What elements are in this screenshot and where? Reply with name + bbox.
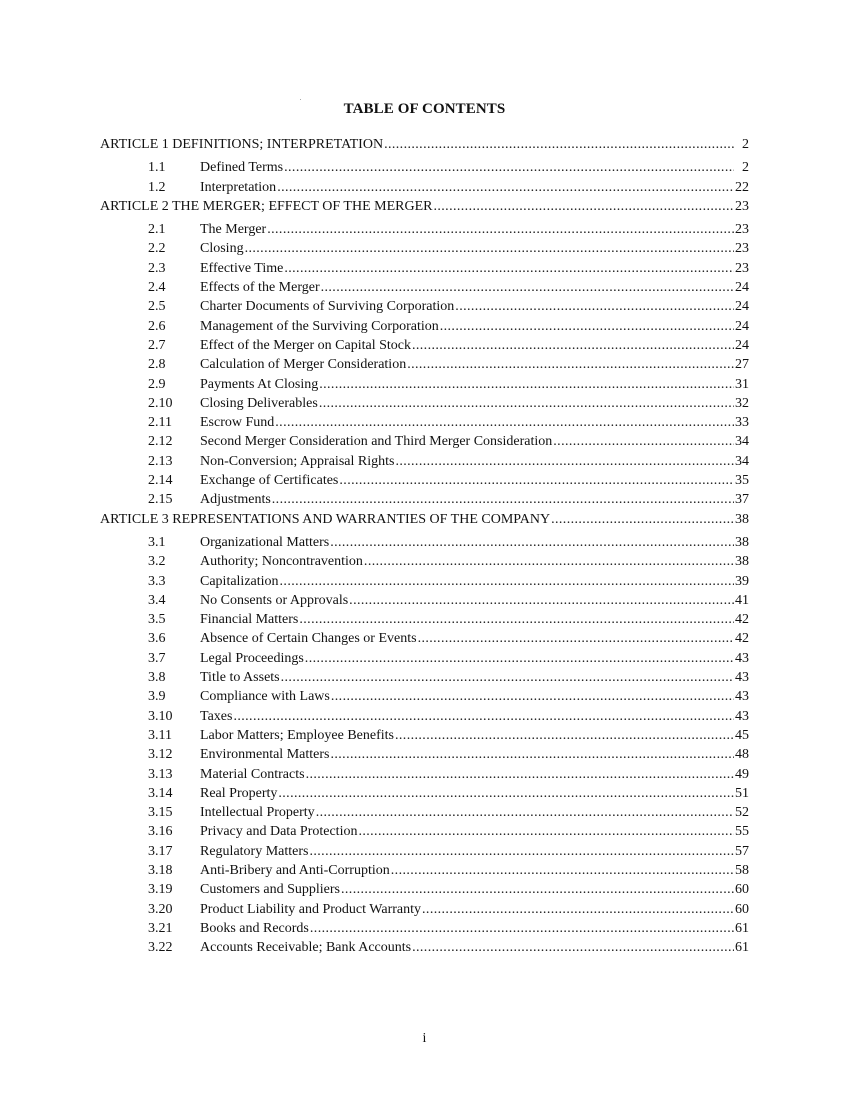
section-title: Charter Documents of Surviving Corporation [200, 299, 455, 315]
section-title: Financial Matters [200, 612, 299, 628]
section-number: 3.7 [148, 650, 166, 666]
section-page-number: 51 [735, 785, 749, 801]
dot-leader [281, 668, 734, 687]
section-title: Customers and Suppliers [200, 882, 340, 898]
dot-leader [316, 803, 734, 822]
section-page-number: 61 [735, 940, 749, 956]
section-number: 3.14 [148, 785, 173, 801]
section-number: 3.1 [148, 534, 166, 550]
article-heading: ARTICLE 1 DEFINITIONS; INTERPRETATION [100, 137, 384, 152]
section-page-number: 60 [735, 882, 749, 898]
section-number: 2.14 [148, 473, 173, 489]
toc-section-entry[interactable] [100, 610, 749, 629]
toc-section-entry[interactable] [100, 375, 749, 394]
toc-list [100, 135, 749, 957]
section-page-number: 58 [735, 862, 749, 878]
section-number: 1.2 [148, 179, 166, 195]
section-title: Exchange of Certificates [200, 473, 339, 489]
section-page-number: 2 [742, 160, 749, 176]
dot-leader [319, 375, 734, 394]
toc-section-entry[interactable] [100, 355, 749, 374]
section-page-number: 33 [735, 415, 749, 431]
toc-section-entry[interactable] [100, 745, 749, 764]
dot-leader [433, 197, 734, 216]
dot-leader [267, 220, 734, 239]
section-title: Real Property [200, 785, 278, 801]
section-title: Environmental Matters [200, 747, 330, 763]
toc-section-entry[interactable] [100, 471, 749, 490]
section-page-number: 60 [735, 901, 749, 917]
section-title: Product Liability and Product Warranty [200, 901, 422, 917]
section-page-number: 55 [735, 824, 749, 840]
section-number: 3.9 [148, 689, 166, 705]
toc-section-entry[interactable] [100, 726, 749, 745]
toc-section-entry[interactable] [100, 278, 749, 297]
dot-leader [309, 842, 734, 861]
section-page-number: 43 [735, 708, 749, 724]
section-title: Labor Matters; Employee Benefits [200, 727, 394, 743]
article-heading: ARTICLE 3 REPRESENTATIONS AND WARRANTIES OF THE COMPANY [100, 511, 551, 527]
section-page-number: 41 [735, 592, 749, 608]
toc-section-entry[interactable] [100, 938, 749, 957]
section-page-number: 43 [735, 670, 749, 686]
article-page-number: 2 [742, 137, 749, 152]
toc-section-entry[interactable] [100, 220, 749, 239]
section-page-number: 42 [735, 631, 749, 647]
section-number: 2.1 [148, 222, 166, 238]
toc-section-entry[interactable] [100, 158, 749, 177]
section-page-number: 37 [735, 492, 749, 508]
section-title: Accounts Receivable; Bank Accounts [200, 940, 412, 956]
toc-section-entry[interactable] [100, 880, 749, 899]
section-number: 3.13 [148, 766, 173, 782]
section-page-number: 24 [735, 280, 749, 296]
section-number: 3.12 [148, 747, 173, 763]
toc-section-entry[interactable] [100, 591, 749, 610]
toc-article-entry[interactable] [100, 135, 749, 154]
section-title: Material Contracts [200, 766, 305, 782]
section-page-number: 45 [735, 727, 749, 743]
section-title: Effective Time [200, 260, 284, 276]
toc-section-entry[interactable] [100, 861, 749, 880]
toc-section-entry[interactable] [100, 394, 749, 413]
section-page-number: 24 [735, 318, 749, 334]
toc-section-entry[interactable] [100, 919, 749, 938]
toc-article-entry[interactable] [100, 197, 749, 216]
section-number: 2.11 [148, 415, 172, 431]
section-title: Closing Deliverables [200, 395, 318, 411]
dot-leader [299, 610, 734, 629]
section-page-number: 34 [735, 453, 749, 469]
section-number: 3.11 [148, 727, 172, 743]
section-page-number: 23 [735, 241, 749, 257]
dot-leader [331, 687, 734, 706]
section-title: Legal Proceedings [200, 650, 304, 666]
dot-leader [418, 629, 734, 648]
section-page-number: 48 [735, 747, 749, 763]
section-title: Calculation of Merger Consideration [200, 357, 407, 373]
section-page-number: 43 [735, 689, 749, 705]
section-page-number: 23 [735, 260, 749, 276]
section-title: Organizational Matters [200, 534, 330, 550]
dot-leader [305, 649, 734, 668]
dot-leader [395, 726, 734, 745]
toc-section-entry[interactable] [100, 707, 749, 726]
toc-section-entry[interactable] [100, 765, 749, 784]
section-list [100, 158, 749, 197]
section-page-number: 43 [735, 650, 749, 666]
section-page-number: 38 [735, 534, 749, 550]
section-page-number: 52 [735, 805, 749, 821]
section-title: The Merger [200, 222, 267, 238]
section-page-number: 24 [735, 299, 749, 315]
section-title: Anti-Bribery and Anti-Corruption [200, 862, 390, 878]
toc-section-entry[interactable] [100, 552, 749, 571]
dot-leader [284, 158, 734, 177]
section-number: 3.22 [148, 940, 173, 956]
section-title: Adjustments [200, 492, 271, 508]
section-number: 3.4 [148, 592, 166, 608]
section-page-number: 27 [735, 357, 749, 373]
dot-leader [278, 784, 734, 803]
toc-section-entry[interactable] [100, 317, 749, 336]
section-title: Payments At Closing [200, 376, 319, 392]
toc-article-block [100, 135, 749, 197]
section-title: Intellectual Property [200, 805, 315, 821]
toc-section-entry[interactable] [100, 239, 749, 258]
toc-section-entry[interactable] [100, 178, 749, 197]
section-page-number: 42 [735, 612, 749, 628]
toc-title: TABLE OF CONTENTS [343, 101, 506, 117]
dot-leader [272, 490, 734, 509]
section-number: 2.10 [148, 395, 173, 411]
section-number: 2.9 [148, 376, 166, 392]
dot-leader [330, 533, 734, 552]
section-number: 3.16 [148, 824, 173, 840]
dot-leader [277, 178, 734, 197]
section-number: 3.2 [148, 554, 166, 570]
toc-section-entry[interactable] [100, 784, 749, 803]
section-list [100, 533, 749, 958]
dot-leader [407, 355, 734, 374]
section-page-number: 38 [735, 554, 749, 570]
article-page-number: 23 [735, 198, 749, 214]
toc-section-entry[interactable] [100, 649, 749, 668]
section-number: 2.4 [148, 280, 166, 296]
toc-section-entry[interactable] [100, 413, 749, 432]
toc-article-block [100, 510, 749, 958]
section-title: Absence of Certain Changes or Events [200, 631, 417, 647]
dot-leader [284, 259, 734, 278]
section-title: No Consents or Approvals [200, 592, 349, 608]
toc-section-entry[interactable] [100, 900, 749, 919]
section-title: Title to Assets [200, 670, 280, 686]
dot-leader [280, 572, 734, 591]
section-number: 3.8 [148, 670, 166, 686]
section-number: 2.3 [148, 260, 166, 276]
section-page-number: 32 [735, 395, 749, 411]
toc-section-entry[interactable] [100, 572, 749, 591]
section-number: 2.7 [148, 337, 166, 353]
section-title: Books and Records [200, 920, 309, 936]
section-number: 3.19 [148, 882, 173, 898]
section-page-number: 49 [735, 766, 749, 782]
toc-section-entry[interactable] [100, 533, 749, 552]
section-page-number: 24 [735, 337, 749, 353]
section-page-number: 39 [735, 573, 749, 589]
toc-article-entry[interactable] [100, 510, 749, 529]
section-title: Compliance with Laws [200, 689, 330, 705]
section-number: 2.6 [148, 318, 166, 334]
section-title: Closing [200, 241, 244, 257]
section-number: 3.18 [148, 862, 173, 878]
article-page-number: 38 [735, 511, 749, 527]
section-number: 2.2 [148, 241, 166, 257]
section-number: 3.6 [148, 631, 166, 647]
dot-leader [384, 135, 734, 154]
section-page-number: 61 [735, 920, 749, 936]
section-page-number: 34 [735, 434, 749, 450]
section-number: 3.17 [148, 843, 173, 859]
section-number: 3.5 [148, 612, 166, 628]
section-number: 2.8 [148, 357, 166, 373]
section-number: 3.3 [148, 573, 166, 589]
section-number: 1.1 [148, 160, 166, 176]
section-title: Non-Conversion; Appraisal Rights [200, 453, 395, 469]
dot-leader [364, 552, 734, 571]
section-number: 3.15 [148, 805, 173, 821]
section-number: 2.12 [148, 434, 173, 450]
section-number: 3.10 [148, 708, 173, 724]
dot-leader [339, 471, 734, 490]
dot-leader [321, 278, 734, 297]
dot-leader [422, 900, 734, 919]
section-title: Regulatory Matters [200, 843, 309, 859]
section-title: Second Merger Consideration and Third Merger Consideration [200, 434, 553, 450]
dot-leader [553, 432, 734, 451]
dot-leader [551, 510, 734, 529]
toc-section-entry[interactable] [100, 803, 749, 822]
dot-leader [412, 336, 734, 355]
dot-leader [310, 919, 734, 938]
dot-leader [330, 745, 734, 764]
section-title: Escrow Fund [200, 415, 275, 431]
toc-section-entry[interactable] [100, 668, 749, 687]
section-title: Effect of the Merger on Capital Stock [200, 337, 411, 353]
section-title: Defined Terms [200, 160, 284, 176]
section-number: 3.20 [148, 901, 173, 917]
section-page-number: 23 [735, 222, 749, 238]
dot-leader [455, 297, 734, 316]
page-number: i [422, 1031, 427, 1046]
section-number: 2.15 [148, 492, 173, 508]
toc-section-entry[interactable] [100, 452, 749, 471]
dot-leader [412, 938, 734, 957]
toc-section-entry[interactable] [100, 336, 749, 355]
scan-speck [300, 99, 301, 100]
dot-leader [275, 413, 734, 432]
dot-leader [440, 317, 734, 336]
section-page-number: 57 [735, 843, 749, 859]
dot-leader [395, 452, 734, 471]
dot-leader [233, 707, 734, 726]
section-page-number: 35 [735, 473, 749, 489]
section-title: Effects of the Merger [200, 280, 320, 296]
section-title: Capitalization [200, 573, 279, 589]
section-title: Privacy and Data Protection [200, 824, 358, 840]
toc-section-entry[interactable] [100, 687, 749, 706]
section-number: 2.5 [148, 299, 166, 315]
section-title: Taxes [200, 708, 233, 724]
toc-section-entry[interactable] [100, 259, 749, 278]
section-page-number: 22 [735, 179, 749, 195]
toc-section-entry[interactable] [100, 842, 749, 861]
section-list [100, 220, 749, 509]
dot-leader [306, 765, 734, 784]
toc-section-entry[interactable] [100, 629, 749, 648]
section-number: 2.13 [148, 453, 173, 469]
dot-leader [245, 239, 734, 258]
dot-leader [319, 394, 734, 413]
section-title: Management of the Surviving Corporation [200, 318, 439, 334]
dot-leader [391, 861, 734, 880]
toc-section-entry[interactable] [100, 297, 749, 316]
toc-section-entry[interactable] [100, 822, 749, 841]
toc-article-block [100, 197, 749, 510]
section-title: Interpretation [200, 179, 277, 195]
article-heading: ARTICLE 2 THE MERGER; EFFECT OF THE MERGER [100, 198, 433, 214]
section-page-number: 31 [735, 376, 749, 392]
toc-section-entry[interactable] [100, 432, 749, 451]
dot-leader [358, 822, 734, 841]
section-title: Authority; Noncontravention [200, 554, 363, 570]
toc-section-entry[interactable] [100, 490, 749, 509]
dot-leader [341, 880, 734, 899]
section-number: 3.21 [148, 920, 173, 936]
dot-leader [349, 591, 734, 610]
